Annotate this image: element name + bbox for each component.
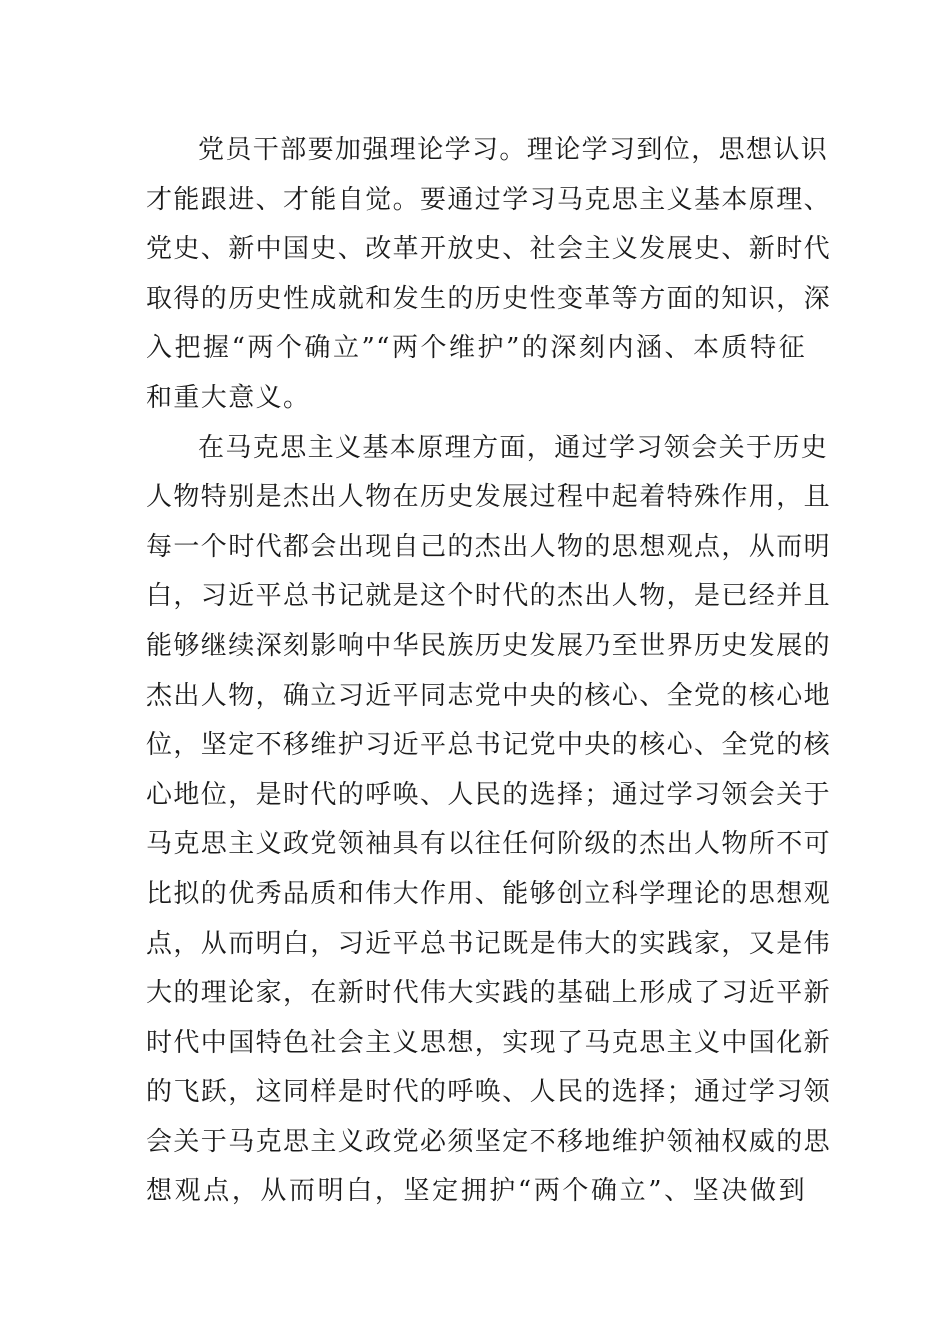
text-line: 能够继续深刻影响中华民族历史发展乃至世界历史发展的 [146,630,832,661]
text-line: 人物特别是杰出人物在历史发展过程中起着特殊作用，且 [146,482,832,513]
text-line: 入把握“两个确立”“两个维护”的深刻内涵、本质特征 [146,333,806,364]
text-line: 会关于马克思主义政党必须坚定不移地维护领袖权威的思 [146,1126,832,1157]
text-line: 党员干部要加强理论学习。理论学习到位，思想认识 [198,135,829,165]
paragraph-1 [146,126,832,424]
text-line: 每一个时代都会出现自己的杰出人物的思想观点，从而明 [146,531,832,562]
body-text [146,126,832,1217]
text-line: 的飞跃，这同样是时代的呼唤、人民的选择；通过学习领 [146,1077,832,1108]
paragraph-2 [146,424,832,1218]
text-line: 点，从而明白，习近平总书记既是伟大的实践家，又是伟 [146,928,832,959]
text-line: 心地位，是时代的呼唤、人民的选择；通过学习领会关于 [146,779,832,810]
text-line: 在马克思主义基本原理方面，通过学习领会关于历史 [198,432,829,463]
text-line: 白，习近平总书记就是这个时代的杰出人物，是已经并且 [146,581,832,612]
text-line: 取得的历史性成就和发生的历史性变革等方面的知识，深 [146,283,832,314]
text-line: 位，坚定不移维护习近平总书记党中央的核心、全党的核 [146,730,832,761]
text-line: 比拟的优秀品质和伟大作用、能够创立科学理论的思想观 [146,878,832,909]
text-line: 才能跟进、才能自觉。要通过学习马克思主义基本原理、 [146,184,832,215]
text-line: 马克思主义政党领袖具有以往任何阶级的杰出人物所不可 [146,829,832,860]
text-line: 和重大意义。 [146,382,311,413]
text-line: 大的理论家，在新时代伟大实践的基础上形成了习近平新 [146,978,832,1009]
text-line: 时代中国特色社会主义思想，实现了马克思主义中国化新 [146,1027,832,1058]
text-line: 想观点，从而明白，坚定拥护“两个确立”、坚决做到 [146,1176,806,1207]
text-line: 党史、新中国史、改革开放史、社会主义发展史、新时代 [146,234,832,265]
text-line: 杰出人物，确立习近平同志党中央的核心、全党的核心地 [146,680,832,711]
